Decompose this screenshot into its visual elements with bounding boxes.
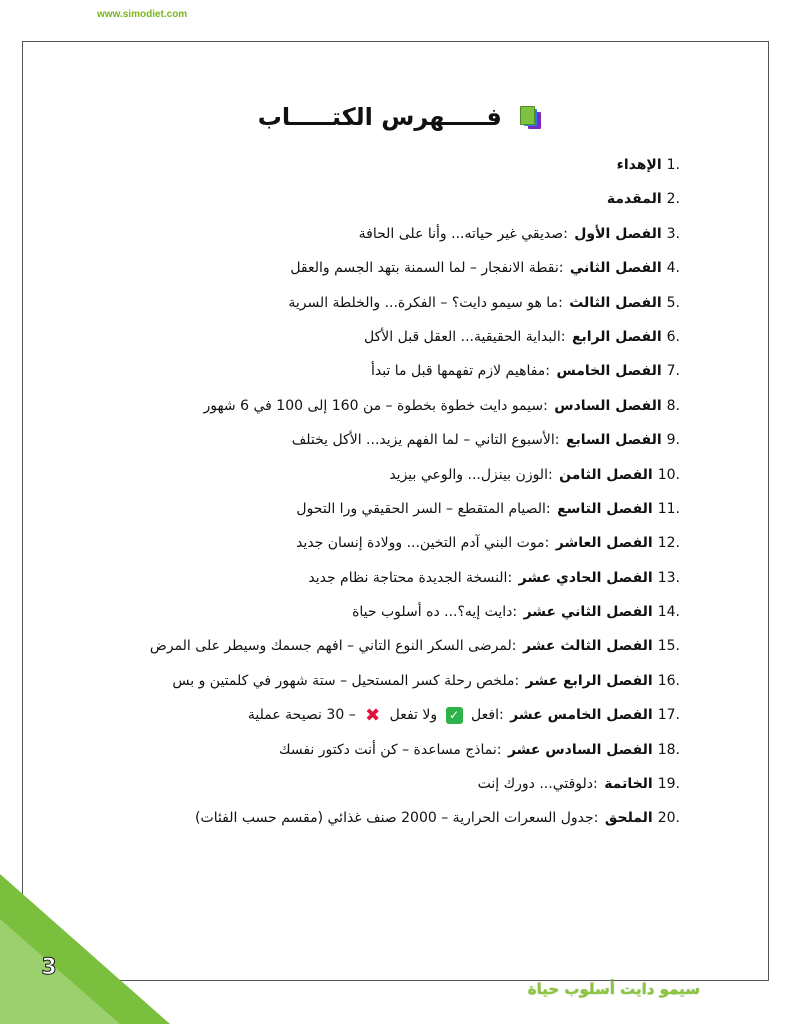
- books-icon: [518, 106, 542, 130]
- toc-item-label: الفصل الخامس عشر: [510, 707, 653, 724]
- toc-item-label: الفصل السادس عشر: [507, 741, 653, 758]
- toc-item-separator: :: [560, 328, 566, 345]
- toc-item-text: ما هو سيمو دايت؟ – الفكرة... والخلطة السرية: [288, 294, 559, 311]
- toc-item: [120, 320, 680, 354]
- toc-item: [120, 217, 680, 251]
- toc-item: [120, 389, 680, 423]
- toc-item-text: موت البني آدم التخين... وولادة إنسان جديد: [296, 535, 545, 552]
- toc-item-text: ملخص رحلة كسر المستحيل – ستة شهور في كلمتين و بس: [172, 672, 515, 689]
- toc-item-number: 4.: [666, 260, 680, 277]
- toc-item-text: صديقي غير حياته... وأنا على الحافة: [358, 225, 564, 242]
- toc-item-label: الفصل الثالث عشر: [522, 638, 653, 655]
- toc-item-text: الأسبوع التاني – لما الفهم يزيد... الأكل يختلف: [291, 432, 555, 449]
- toc-item-separator: :: [499, 707, 504, 724]
- toc-item-separator: :: [563, 225, 568, 242]
- toc-item: [120, 629, 680, 663]
- toc-item-text: افعل: [471, 707, 499, 724]
- toc-item-number: 16.: [657, 672, 680, 689]
- toc-item-text: سيمو دايت خطوة بخطوة – من 160 إلى 100 في 6 شهور: [203, 397, 544, 414]
- toc-item: [120, 492, 680, 526]
- toc-item-text: جدول السعرات الحرارية – 2000 صنف غذائي (مقسم حسب الفئات): [195, 810, 594, 827]
- footer-brand: سيمو دايت أسلوب حياة: [527, 980, 700, 998]
- toc-item-label: الفصل الرابع عشر: [525, 672, 653, 689]
- toc-item-text: النسخة الجديدة محتاجة نظام جديد: [308, 569, 508, 586]
- toc-item-text: – 30 نصيحة عملية: [247, 707, 356, 724]
- toc-item-number: 15.: [657, 638, 680, 655]
- toc-item-text: مفاهيم لازم تفهمها قبل ما تبدأ: [370, 363, 546, 380]
- toc-item: [120, 698, 680, 732]
- toc-item-number: 12.: [657, 535, 680, 552]
- toc-item: [120, 251, 680, 285]
- page-number: 3: [41, 955, 57, 980]
- toc-item: [120, 354, 680, 388]
- toc-item-label: الفصل الثاني عشر: [523, 604, 653, 621]
- site-url[interactable]: www.simodiet.com: [97, 9, 188, 20]
- toc-item-label: الفصل الثامن: [559, 466, 653, 483]
- toc-item-text: لمرضى السكر النوع التاني – افهم جسمك وسيطر على المرض: [149, 638, 512, 655]
- toc-item-number: 8.: [666, 397, 680, 414]
- toc-item-separator: :: [511, 638, 517, 655]
- toc-item: [120, 423, 680, 457]
- cross-mark-icon: ✖: [365, 704, 381, 726]
- toc-item-separator: :: [496, 741, 502, 758]
- toc-item-number: 1.: [666, 157, 680, 173]
- toc-item: [120, 801, 680, 835]
- toc-item-label: الفصل الحادي عشر: [518, 569, 653, 586]
- toc-item-text: الصيام المتقطع – السر الحقيقي ورا التحول: [296, 500, 546, 517]
- toc-item: [120, 148, 680, 182]
- toc-item-number: 10.: [657, 466, 680, 483]
- toc-item-label: الفصل الرابع: [571, 328, 662, 345]
- toc-item-separator: :: [558, 294, 563, 311]
- toc-list: [120, 148, 680, 836]
- toc-item: [120, 458, 680, 492]
- toc-item-text: نقطة الانفجار – لما السمنة بتهد الجسم والعقل: [290, 260, 559, 277]
- toc-item-separator: :: [593, 810, 599, 827]
- toc-item-number: 2.: [666, 191, 680, 208]
- toc-item-separator: :: [554, 432, 560, 449]
- toc-item: [120, 526, 680, 560]
- toc-item: [120, 664, 680, 698]
- toc-item-label: الفصل السادس: [554, 397, 662, 414]
- toc-item-separator: :: [558, 260, 564, 277]
- toc-item-number: 17.: [657, 707, 680, 724]
- toc-item-text: دايت إيه؟... ده أسلوب حياة: [352, 604, 513, 621]
- toc-item-label: الخاتمة: [604, 776, 653, 793]
- toc-item-number: 14.: [657, 604, 680, 621]
- toc-item-label: الفصل الأول: [574, 225, 662, 242]
- toc-item: [120, 767, 680, 801]
- toc-item-label: المقدمة: [606, 191, 662, 208]
- toc-item: [120, 286, 680, 320]
- toc-item-separator: :: [547, 466, 553, 483]
- toc-item-separator: :: [514, 672, 520, 689]
- toc-item-text: الوزن بينزل... والوعي بيزيد: [389, 466, 548, 483]
- toc-item-label: الفصل الثالث: [569, 294, 662, 311]
- toc-item-text: دلوقتي... دورك إنت: [477, 776, 594, 793]
- toc-item: [120, 561, 680, 595]
- toc-item-number: 7.: [666, 363, 680, 380]
- toc-item: [120, 182, 680, 216]
- toc-item-label: الفصل الخامس: [556, 363, 662, 380]
- toc-item-separator: :: [544, 535, 550, 552]
- toc-item-label: الفصل العاشر: [555, 535, 653, 552]
- toc-item-number: 18.: [657, 741, 680, 758]
- toc-item-number: 20.: [657, 810, 680, 827]
- toc-item-separator: :: [507, 569, 513, 586]
- toc-item-number: 6.: [666, 328, 680, 345]
- toc-item-number: 5.: [666, 294, 680, 311]
- toc-item-label: الفصل الثاني: [569, 260, 662, 277]
- toc-item-separator: :: [545, 363, 551, 380]
- toc-item-number: 9.: [666, 432, 680, 449]
- toc-item-separator: :: [512, 604, 518, 621]
- toc-item-separator: :: [543, 397, 548, 414]
- toc-item-number: 13.: [657, 569, 680, 586]
- toc-title-text: فـــــهرس الكتـــــاب: [257, 103, 502, 131]
- toc-item-label: الإهداء: [616, 157, 662, 173]
- toc-item-text: ولا تفعل: [389, 707, 438, 724]
- toc-title: [250, 103, 550, 131]
- toc-item: [120, 595, 680, 629]
- toc-item-text: البداية الحقيقية... العقل قبل الأكل: [364, 328, 561, 345]
- toc-item-label: الفصل التاسع: [557, 500, 653, 517]
- toc-item-separator: :: [545, 500, 551, 517]
- check-mark-icon: ✓: [446, 707, 463, 724]
- toc-item-number: 3.: [666, 225, 680, 242]
- toc-item-text: نماذج مساعدة – كن أنت دكتور نفسك: [279, 741, 497, 758]
- toc-item-number: 19.: [657, 776, 680, 793]
- toc-item-label: الفصل السابع: [565, 432, 662, 449]
- toc-item-separator: :: [593, 776, 598, 793]
- toc-item-label: الملحق: [604, 810, 653, 827]
- toc-item: [120, 733, 680, 767]
- toc-item-number: 11.: [657, 500, 680, 517]
